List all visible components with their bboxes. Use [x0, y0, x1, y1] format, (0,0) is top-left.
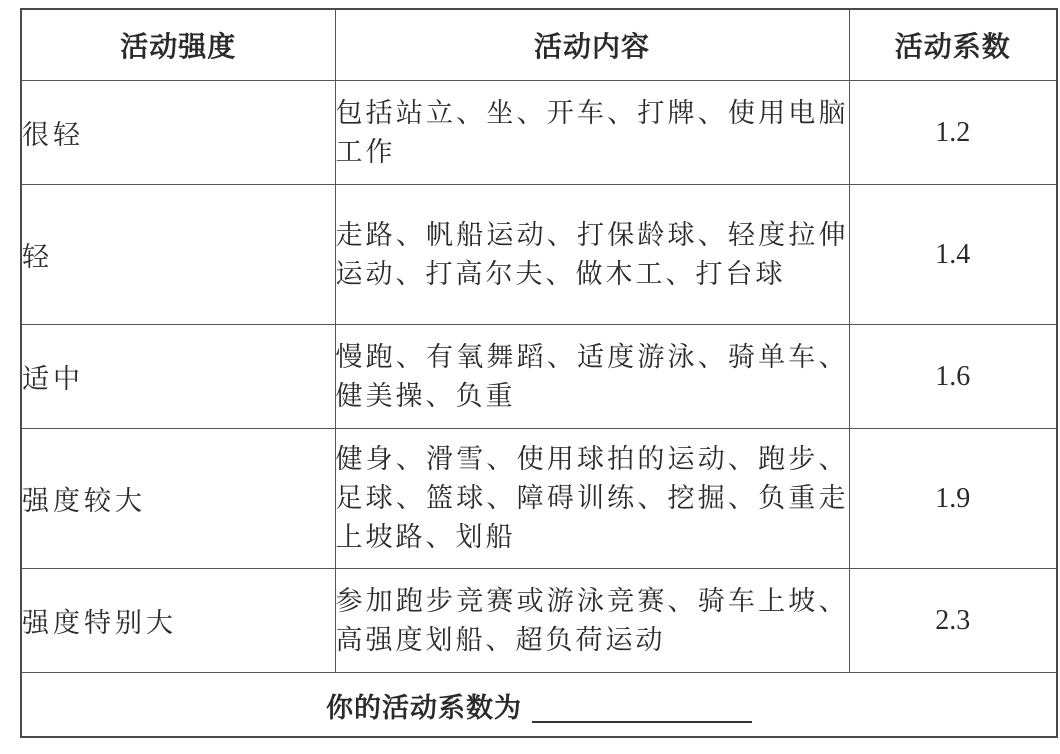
- activity-coefficient-table: [22, 10, 1056, 737]
- table-row: [22, 81, 1056, 185]
- coefficient-cell: 1.4: [849, 185, 1056, 325]
- coefficient-cell: 1.9: [849, 429, 1056, 569]
- intensity-cell: 适中: [22, 325, 335, 429]
- content-cell: 健身、滑雪、使用球拍的运动、跑步、足球、篮球、障碍训练、挖掘、负重走上坡路、划船: [335, 429, 849, 569]
- intensity-cell: 强度特别大: [22, 569, 335, 673]
- table-row: [22, 569, 1056, 673]
- activity-coefficient-table-frame: [20, 8, 1058, 738]
- table-row: [22, 429, 1056, 569]
- header-intensity: 活动强度: [22, 10, 335, 81]
- coefficient-cell: 2.3: [849, 569, 1056, 673]
- answer-blank-line[interactable]: [532, 695, 752, 723]
- content-cell: 慢跑、有氧舞蹈、适度游泳、骑单车、健美操、负重: [335, 325, 849, 429]
- footer-cell: [22, 673, 1056, 738]
- footer-label: 你的活动系数为: [326, 692, 522, 724]
- content-cell: 走路、帆船运动、打保龄球、轻度拉伸运动、打高尔夫、做木工、打台球: [335, 185, 849, 325]
- header-content: 活动内容: [335, 10, 849, 81]
- table-row: [22, 185, 1056, 325]
- intensity-cell: 很轻: [22, 81, 335, 185]
- footer-row: [22, 673, 1056, 738]
- coefficient-cell: 1.2: [849, 81, 1056, 185]
- coefficient-cell: 1.6: [849, 325, 1056, 429]
- content-cell: 包括站立、坐、开车、打牌、使用电脑工作: [335, 81, 849, 185]
- table-row: [22, 325, 1056, 429]
- table-header-row: [22, 10, 1056, 81]
- header-coefficient: 活动系数: [849, 10, 1056, 81]
- intensity-cell: 强度较大: [22, 429, 335, 569]
- content-cell: 参加跑步竞赛或游泳竞赛、骑车上坡、高强度划船、超负荷运动: [335, 569, 849, 673]
- intensity-cell: 轻: [22, 185, 335, 325]
